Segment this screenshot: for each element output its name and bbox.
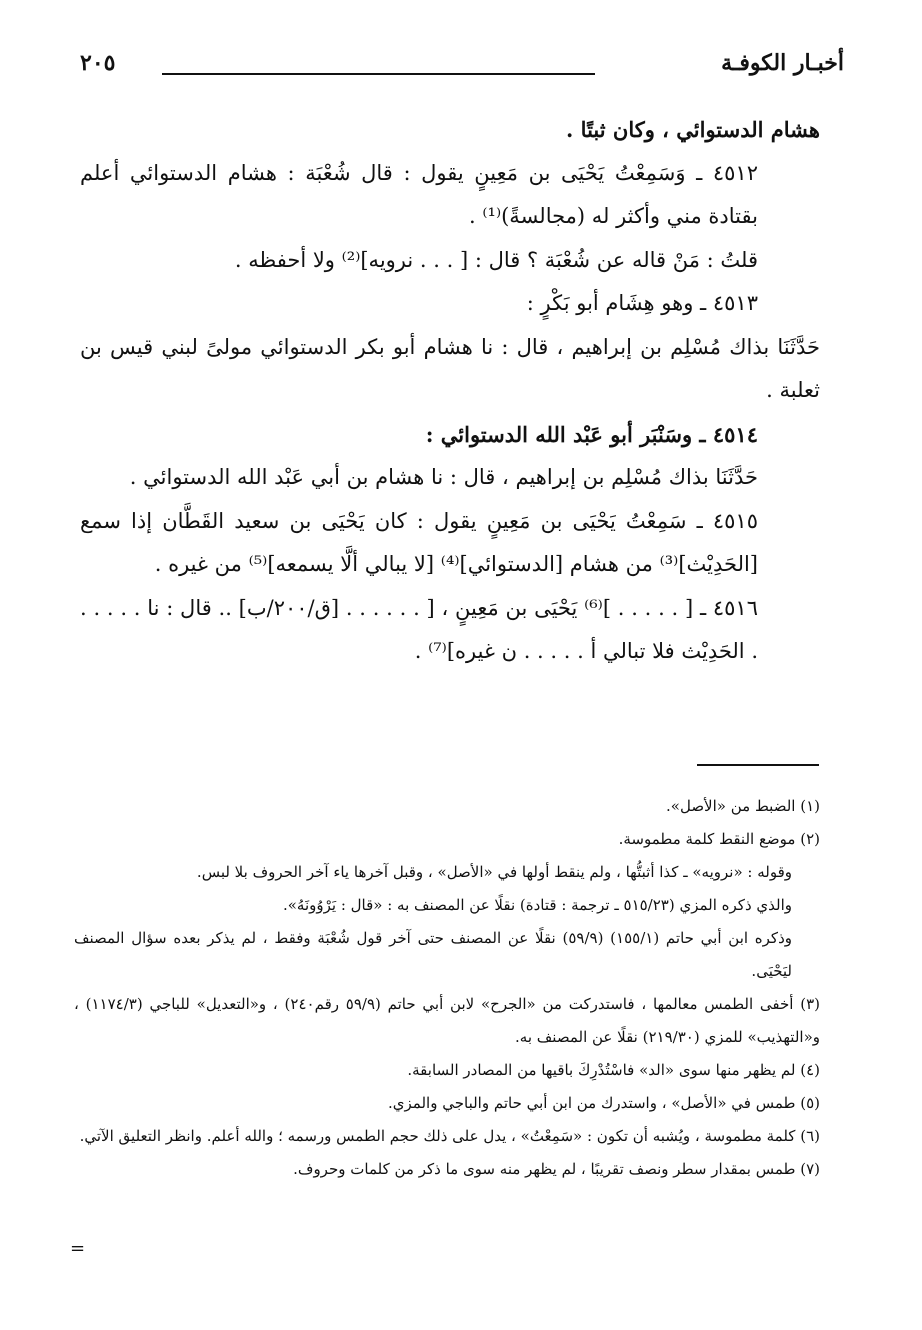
entry-4513: ٤٥١٣ ـ وهو هِشَام أبو بَكْرٍ : — [526, 291, 758, 315]
footnote-2-note-c: وذكره ابن أبي حاتم (١٥٥/١) (٥٩/٩) نقلًا عن المصنف حتى آخر قول شُعْبَة وفقط ، لم يذكر بعده سؤال المصنف ليَحْيَى. — [74, 929, 792, 980]
running-header-title: أخبـار الكوفـة — [721, 50, 844, 76]
entry-4512: ٤٥١٢ ـ وَسَمِعْتُ يَحْيَى بن مَعِينٍ يقول : قال شُعْبَة : هشام الدستوائي أعلم بقتادة مني وأكثر له (مجالسةً)⁽¹⁾ . — [80, 160, 758, 228]
header-rule — [162, 73, 595, 75]
entry-4513-narration: حَدَّثَنَا بذاك مُسْلِم بن إبراهيم ، قال : نا هشام أبو بكر الدستوائي مولىً لبني قيس بن ثعلبة . — [80, 334, 820, 402]
main-text — [80, 108, 820, 674]
footnote-5: (٥) طمس في «الأصل» ، واستدرك من ابن أبي حاتم والباجي والمزي. — [388, 1094, 820, 1112]
entry-4515: ٤٥١٥ ـ سَمِعْتُ يَحْيَى بن مَعِينٍ يقول : كان يَحْيَى بن سعيد القَطَّان إذا سمع [الحَدِيْث]⁽³⁾ من هشام [الدستوائي]⁽⁴⁾ [لا يبالي ألَّا يسمعه]⁽⁵⁾ من غيره . — [80, 508, 758, 576]
footnotes — [74, 790, 820, 1186]
footnote-7: (٧) طمس بمقدار سطر ونصف تقريبًا ، لم يظهر منه سوى ما ذكر من كلمات وحروف. — [293, 1160, 820, 1178]
footnote-2-note-b: والذي ذكره المزي (٥١٥/٢٣ ـ ترجمة : قتادة) نقلًا عن المصنف به : «قال : يَرْوُونَهُ». — [282, 896, 792, 914]
entry-4514: ٤٥١٤ ـ وسَنْبَر أبو عَبْد الله الدستوائي : — [425, 421, 758, 447]
text-line: هشام الدستوائي ، وكان ثبتًا . — [566, 117, 820, 142]
entry-4516: ٤٥١٦ ـ [ . . . . . ]⁽⁶⁾ يَحْيَى بن مَعِينٍ ، [ . . . . . . [ق/٢٠٠/ب] .. قال : نا . . . . . . الحَدِيْث فلا تبالي أ . . . . . ن غيره]⁽⁷⁾ . — [80, 595, 758, 663]
entry-4514-narration: حَدَّثَنَا بذاك مُسْلِم بن إبراهيم ، قال : نا هشام بن أبي عَبْد الله الدستوائي . — [129, 465, 758, 489]
footnote-4: (٤) لم يظهر منها سوى «الد» فاسْتُدْرِكَ باقيها من المصادر السابقة. — [407, 1061, 820, 1079]
footnote-2: (٢) موضع النقط كلمة مطموسة. — [618, 830, 820, 848]
continuation-mark: = — [70, 1238, 86, 1259]
footnote-3: (٣) أخفى الطمس معالمها ، فاستدركت من «الجرح» لابن أبي حاتم (٥٩/٩ رقم٢٤٠) ، و«التعديل» للباجي (١١٧٤/٣) ، و«التهذيب» للمزي (٢١٩/٣٠) نقلًا عن المصنف به. — [74, 995, 821, 1046]
footnote-1: (١) الضبط من «الأصل». — [666, 797, 820, 815]
footnote-6: (٦) كلمة مطموسة ، ويُشبه أن تكون : «سَمِعْتُ» ، يدل على ذلك حجم الطمس ورسمه ؛ والله أعلم. وانظر التعليق الآتي. — [79, 1127, 820, 1145]
page-number: ٢٠٥ — [80, 50, 116, 76]
footnote-rule — [697, 764, 819, 766]
footnote-2-note-a: وقوله : «نرويه» ـ كذا أثبتُّها ، ولم ينقط أولها في «الأصل» ، وقبل آخرها ياء آخر الحروف بلا لبس. — [196, 863, 792, 881]
entry-4512-question: قلتُ : مَنْ قاله عن شُعْبَة ؟ قال : [ . . . نرويه]⁽²⁾ ولا أحفظه . — [234, 247, 758, 272]
